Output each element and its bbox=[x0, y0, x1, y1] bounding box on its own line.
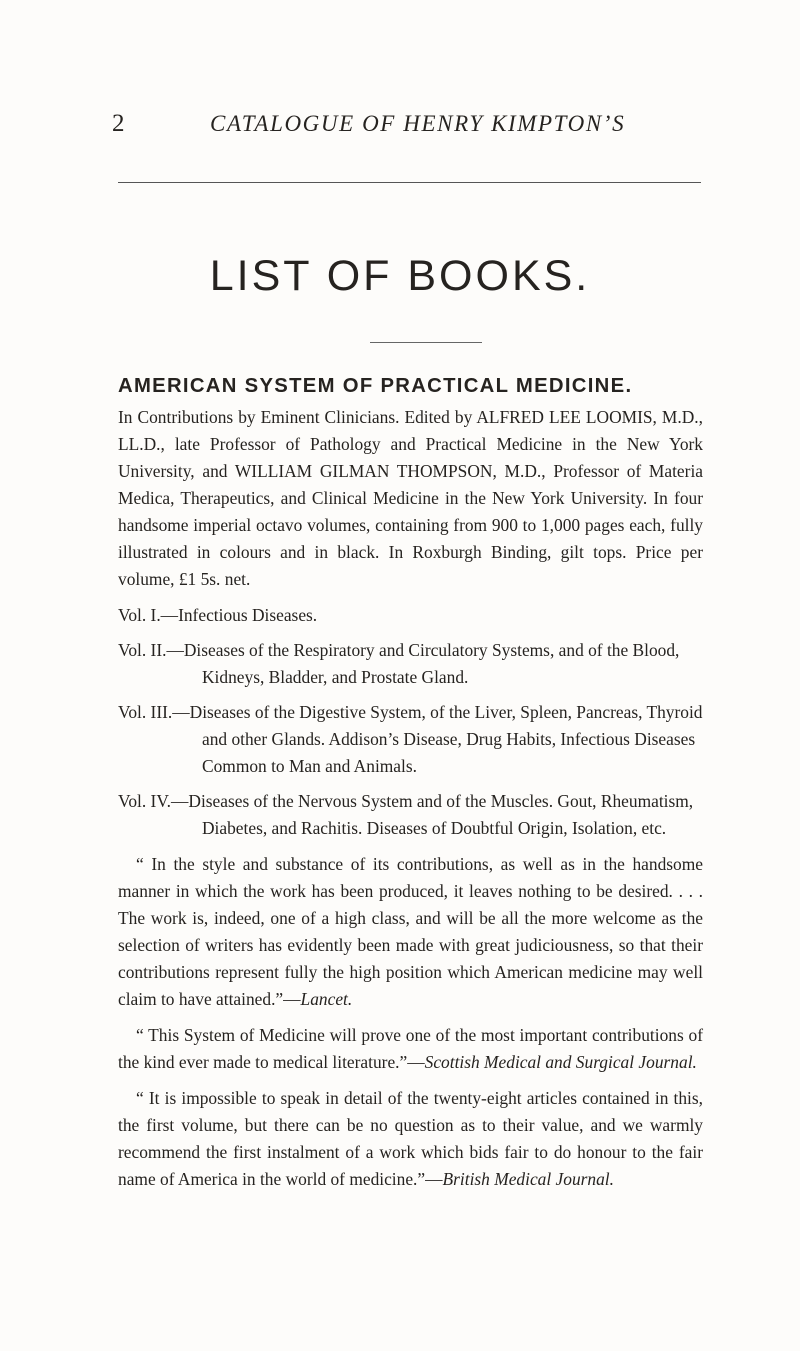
volume-item: Vol. IV.—Diseases of the Nervous System and of the Muscles. Gout, Rheumatism, Diabetes, and Rachitis. Diseases of Doubtful Origin, Isolation, etc. bbox=[118, 791, 694, 838]
title-rule bbox=[370, 342, 482, 343]
review-text: “ This System of Medicine will prove one of the most important contributions of the kind ever made to medical literature.”— bbox=[118, 1025, 703, 1072]
review-source: Scottish Medical and Surgical Journal. bbox=[424, 1052, 697, 1072]
running-header bbox=[0, 104, 800, 144]
review-quote bbox=[118, 1022, 703, 1076]
review-text: “ In the style and substance of its contributions, as well as in the handsome manner in which the work has been produced, it leaves nothing to be desired. . . . The work is, indeed, one of a high class, and will be all the more welcome as the selection of writers has evidently been made with great judiciousness, so that their contributions represent fully the high position which American medicine may well claim to have attained.”— bbox=[118, 854, 703, 1009]
running-title: CATALOGUE OF HENRY KIMPTON’S bbox=[210, 111, 626, 136]
volume-item: Vol. III.—Diseases of the Digestive System, of the Liver, Spleen, Pancreas, Thyroid and other Glands. Addison’s Disease, Drug Habits, Infectious Diseases Common to Man and Animals. bbox=[118, 702, 703, 776]
review-source: Lancet. bbox=[300, 989, 353, 1009]
review-quote bbox=[118, 1085, 703, 1193]
book-description: In Contributions by Eminent Clinicians. Edited by ALFRED LEE LOOMIS, M.D., LL.D., late Professor of Pathology and Practical Medicine in the New York University, and WILLIAM GILMAN THOMPSON, M.D., Professor of Materia Medica, Therapeutics, and Clinical Medicine in the New York University. In four handsome imperial octavo volumes, containing from 900 to 1,000 pages each, fully illustrated in colours and in black. In Roxburgh Binding, gilt tops. Price per volume, £1 5s. net. bbox=[118, 407, 703, 589]
review-quote bbox=[118, 851, 703, 1013]
volume-item: Vol. II.—Diseases of the Respiratory and Circulatory Systems, and of the Blood, Kidneys, Bladder, and Prostate Gland. bbox=[118, 640, 680, 687]
review-source: British Medical Journal. bbox=[442, 1169, 614, 1189]
book-entry bbox=[118, 370, 703, 1193]
page-number: 2 bbox=[112, 110, 125, 137]
list-title: LIST OF BOOKS. bbox=[209, 252, 591, 300]
book-title: AMERICAN SYSTEM OF PRACTICAL MEDICINE. bbox=[118, 375, 633, 397]
volume-item: Vol. I.—Infectious Diseases. bbox=[118, 605, 318, 625]
review-text: “ It is impossible to speak in detail of the twenty-eight articles contained in this, the first volume, but there can be no question as to their value, and we warmly recommend the first instalment of a work which bids fair to do honour to the fair name of America in the world of medicine.”— bbox=[118, 1088, 703, 1189]
header-rule bbox=[118, 182, 701, 183]
